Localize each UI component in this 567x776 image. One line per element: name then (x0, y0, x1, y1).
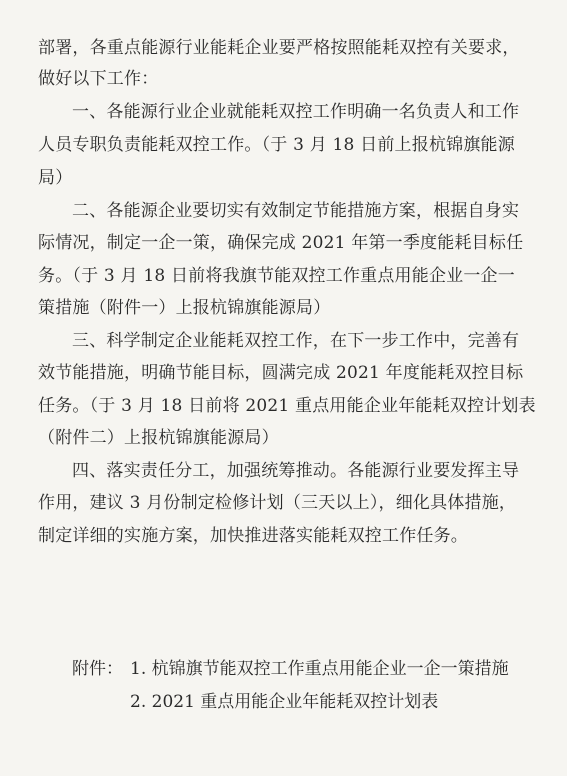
attachments-label: 附件： (72, 659, 123, 679)
item2-line-3: 务。（于 3 月 18 日前将我旗节能双控工作重点用能企业一企一 (38, 266, 515, 286)
attachment-item-2: 2. 2021 重点用能企业年能耗双控计划表 (130, 692, 439, 712)
item1-line-2: 人员专职负责能耗双控工作。（于 3 月 18 日前上报杭锦旗能源 (38, 135, 515, 155)
item2-line-4: 策措施（附件一）上报杭锦旗能源局） (38, 298, 331, 318)
item1-line-3: 局） (38, 168, 73, 188)
item4-line-3: 制定详细的实施方案，加快推进落实能耗双控工作任务。 (38, 526, 468, 546)
item3-line-4: （附件二）上报杭锦旗能源局） (38, 428, 279, 448)
item3-line-3: 任务。（于 3 月 18 日前将 2021 重点用能企业年能耗双控计划表 (38, 396, 536, 416)
item4-line-1: 四、落实责任分工，加强统筹推动。各能源行业要发挥主导 (72, 461, 520, 481)
attachment-item-1: 1. 杭锦旗节能双控工作重点用能企业一企一策措施 (130, 659, 509, 679)
item3-line-1: 三、科学制定企业能耗双控工作，在下一步工作中，完善有 (72, 331, 520, 351)
item2-line-1: 二、各能源企业要切实有效制定节能措施方案，根据自身实 (72, 201, 520, 221)
item2-line-2: 际情况，制定一企一策，确保完成 2021 年第一季度能耗目标任 (38, 233, 524, 253)
intro-line-2: 做好以下工作： (38, 69, 159, 89)
item3-line-2: 效节能措施，明确节能目标，圆满完成 2021 年度能耗双控目标 (38, 363, 524, 383)
item4-line-2: 作用，建议 3 月份制定检修计划（三天以上），细化具体措施， (38, 493, 517, 513)
intro-line-1: 部署，各重点能源行业能耗企业要严格按照能耗双控有关要求， (38, 38, 520, 58)
item1-line-1: 一、各能源行业企业就能耗双控工作明确一名负责人和工作 (72, 102, 520, 122)
